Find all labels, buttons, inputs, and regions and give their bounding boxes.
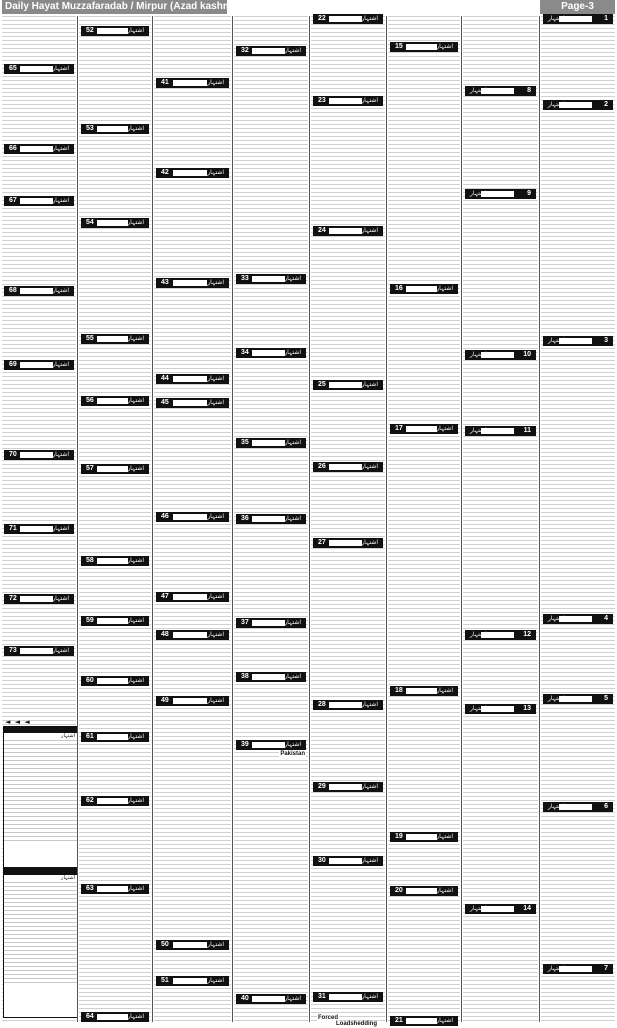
notice-box: 65 اشتہار <box>4 64 74 74</box>
column-rule <box>461 16 462 1022</box>
column-2 <box>79 16 151 1022</box>
column-4 <box>234 16 308 1022</box>
notice-box: 21 اشتہار <box>390 1016 458 1026</box>
notice-box: 27 اشتہار <box>313 538 383 548</box>
notice-box: 14 اشتہار <box>465 904 536 914</box>
notice-box: 45 اشتہار <box>156 398 229 408</box>
column-3 <box>154 16 231 1022</box>
notice-box: 50 اشتہار <box>156 940 229 950</box>
notice-box: 52 اشتہار <box>81 26 149 36</box>
boxed-notice: اشتہار <box>3 868 78 1018</box>
notice-box: 68 اشتہار <box>4 286 74 296</box>
notice-box: 15 اشتہار <box>390 42 458 52</box>
notice-box: 40 اشتہار <box>236 994 306 1004</box>
notice-box: 32 اشتہار <box>236 46 306 56</box>
column-7 <box>463 16 538 1022</box>
notice-box: 2 اشتہار <box>543 100 613 110</box>
notice-box: 24 اشتہار <box>313 226 383 236</box>
notice-box: 19 اشتہار <box>390 832 458 842</box>
notice-box: 48 اشتہار <box>156 630 229 640</box>
notice-box: 69 اشتہار <box>4 360 74 370</box>
notice-box: 16 اشتہار <box>390 284 458 294</box>
notice-box: 46 اشتہار <box>156 512 229 522</box>
notice-box: 55 اشتہار <box>81 334 149 344</box>
column-rule <box>539 16 540 1022</box>
notice-box: 49 اشتہار <box>156 696 229 706</box>
column-rule <box>309 16 310 1022</box>
notice-box: 5 اشتہار <box>543 694 613 704</box>
notice-box: 9 اشتہار <box>465 189 536 199</box>
notice-box: 59 اشتہار <box>81 616 149 626</box>
column-rule <box>386 16 387 1022</box>
notice-box: 4 اشتہار <box>543 614 613 624</box>
notice-box: 25 اشتہار <box>313 380 383 390</box>
notice-box: 43 اشتہار <box>156 278 229 288</box>
notice-box: 72 اشتہار <box>4 594 74 604</box>
notice-box: 58 اشتہار <box>81 556 149 566</box>
notice-box: 18 اشتہار <box>390 686 458 696</box>
inline-english-word: Forced <box>318 1015 339 1021</box>
notice-box: 66 اشتہار <box>4 144 74 154</box>
notice-box: 36 اشتہار <box>236 514 306 524</box>
arrow-icons: ◄ ◄ ◄ <box>5 718 31 726</box>
notice-box: 53 اشتہار <box>81 124 149 134</box>
notice-box: 60 اشتہار <box>81 676 149 686</box>
notice-box: 56 اشتہار <box>81 396 149 406</box>
notice-box: 67 اشتہار <box>4 196 74 206</box>
notice-box: 26 اشتہار <box>313 462 383 472</box>
notice-box: 12 اشتہار <box>465 630 536 640</box>
notice-box: 44 اشتہار <box>156 374 229 384</box>
notice-box: 17 اشتہار <box>390 424 458 434</box>
notice-box: 8 اشتہار <box>465 86 536 96</box>
notice-box: 35 اشتہار <box>236 438 306 448</box>
column-rule <box>77 16 78 1022</box>
notice-box: 33 اشتہار <box>236 274 306 284</box>
notice-box: 28 اشتہار <box>313 700 383 710</box>
notice-box: 51 اشتہار <box>156 976 229 986</box>
notice-box: 57 اشتہار <box>81 464 149 474</box>
column-5 <box>311 15 385 1027</box>
notice-box: 54 اشتہار <box>81 218 149 228</box>
notice-box: 7 اشتہار <box>543 964 613 974</box>
notice-box: 70 اشتہار <box>4 450 74 460</box>
page-number: Page-3 <box>540 0 615 14</box>
notice-box: 64 اشتہار <box>81 1012 149 1022</box>
newspaper-title: Daily Hayat Muzzafaradab / Mirpur (Azad kashmir) <box>2 0 227 14</box>
notice-box: 23 اشتہار <box>313 96 383 106</box>
notice-box: 6 اشتہار <box>543 802 613 812</box>
inline-english-word: Loadshedding <box>336 1021 377 1027</box>
notice-box: 63 اشتہار <box>81 884 149 894</box>
inline-english-word: Pakistan <box>280 751 305 757</box>
notice-box: 61 اشتہار <box>81 732 149 742</box>
notice-box: 10 اشتہار <box>465 350 536 360</box>
notice-box: 62 اشتہار <box>81 796 149 806</box>
column-rule <box>152 16 153 1022</box>
notice-box: 38 اشتہار <box>236 672 306 682</box>
notice-box: 71 اشتہار <box>4 524 74 534</box>
notice-box: 31 اشتہار <box>313 992 383 1002</box>
notice-box: 22 اشتہار <box>313 14 383 24</box>
notice-box: 1 اشتہار <box>543 14 613 24</box>
notice-box: 3 اشتہار <box>543 336 613 346</box>
notice-box: 73 اشتہار <box>4 646 74 656</box>
notice-box: 11 اشتہار <box>465 426 536 436</box>
notice-box: 13 اشتہار <box>465 704 536 714</box>
notice-box: 37 اشتہار <box>236 618 306 628</box>
notice-box: 30 اشتہار <box>313 856 383 866</box>
notice-box: 34 اشتہار <box>236 348 306 358</box>
notice-box: 41 اشتہار <box>156 78 229 88</box>
boxed-notice: اشتہار <box>3 726 78 868</box>
notice-box: 39 اشتہار <box>236 740 306 750</box>
notice-box: 47 اشتہار <box>156 592 229 602</box>
notice-box: 42 اشتہار <box>156 168 229 178</box>
notice-box: 29 اشتہار <box>313 782 383 792</box>
notice-box: 20 اشتہار <box>390 886 458 896</box>
column-6 <box>388 16 460 1022</box>
column-rule <box>232 16 233 1022</box>
column-8 <box>541 16 615 1022</box>
